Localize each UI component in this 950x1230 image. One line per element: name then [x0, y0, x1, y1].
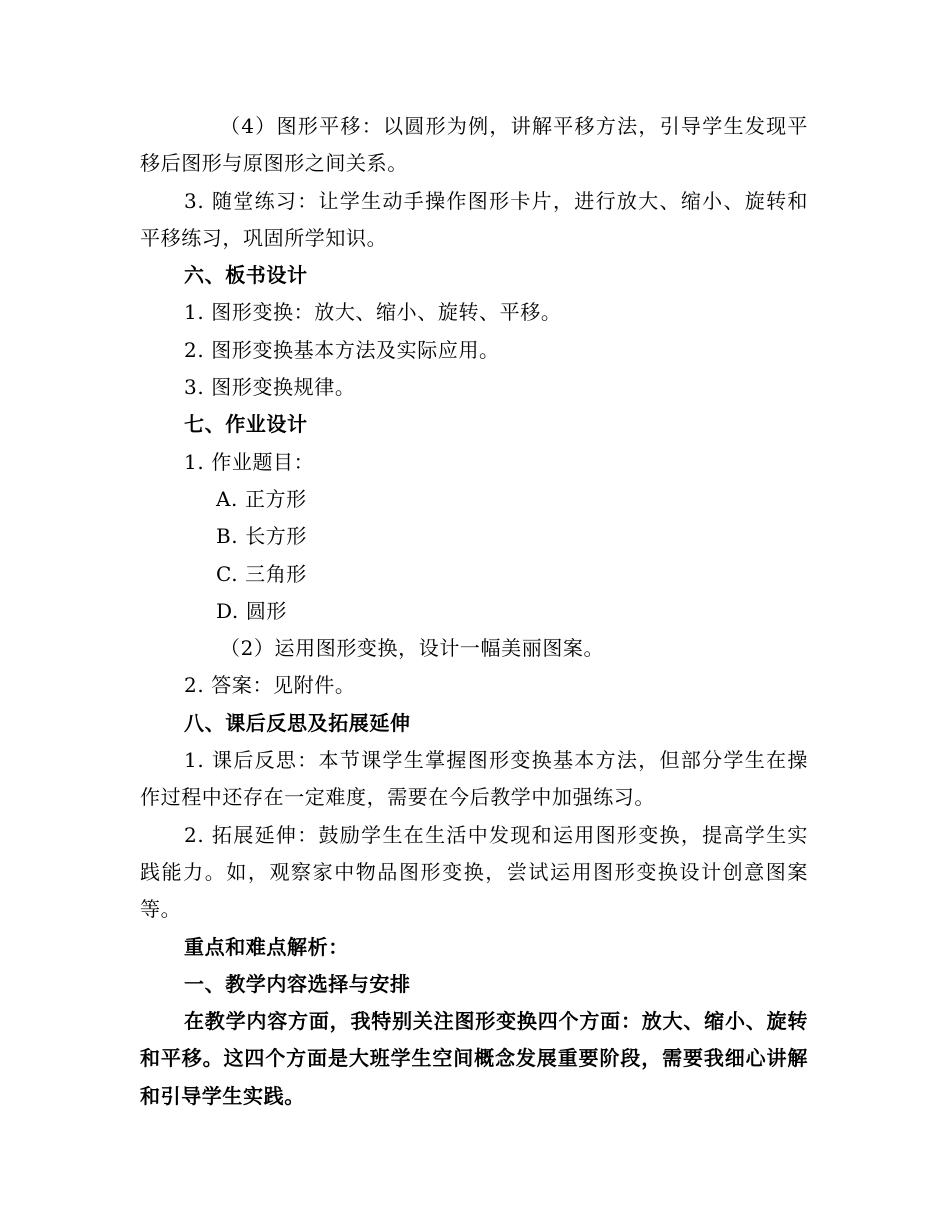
- section7-option-b: B. 长方形: [216, 524, 308, 549]
- section6-item-3: 3. 图形变换规律。: [184, 375, 356, 400]
- section6-heading: 六、板书设计: [184, 263, 308, 288]
- analysis-subheading: 一、教学内容选择与安排: [184, 971, 411, 996]
- section7-item1-2: （2）运用图形变换，设计一幅美丽图案。: [220, 636, 605, 661]
- section7-item1: 1. 作业题目：: [184, 449, 315, 474]
- section8-heading: 八、课后反思及拓展延伸: [184, 710, 411, 735]
- analysis-heading: 重点和难点解析：: [184, 934, 349, 959]
- document-body: [140, 108, 808, 1115]
- section7-option-c: C. 三角形: [216, 561, 307, 586]
- section7-option-d: D. 圆形: [216, 598, 288, 623]
- section8-item2: 2. 拓展延伸：鼓励学生在生活中发现和运用图形变换，提高学生实践能力。如，观察家中物品图形变换，尝试运用图形变换设计创意图案等。: [140, 822, 808, 922]
- section7-item2: 2. 答案：见附件。: [184, 673, 356, 698]
- section5-item4: （4）图形平移：以圆形为例，讲解平移方法，引导学生发现平移后图形与原图形之间关系。: [140, 114, 808, 176]
- section6-item-1: 1. 图形变换：放大、缩小、旋转、平移。: [184, 300, 562, 325]
- section7-option-a: A. 正方形: [216, 486, 307, 511]
- analysis-paragraph: 在教学内容方面，我特别关注图形变换四个方面：放大、缩小、旋转和平移。这四个方面是大班学生空间概念发展重要阶段，需要我细心讲解和引导学生实践。: [140, 1009, 808, 1108]
- section5-item3: 3. 随堂练习：让学生动手操作图形卡片，进行放大、缩小、旋转和平移练习，巩固所学知识。: [140, 188, 808, 250]
- section6-item-2: 2. 图形变换基本方法及实际应用。: [184, 337, 500, 362]
- section8-item1: 1. 课后反思：本节课学生掌握图形变换基本方法，但部分学生在操作过程中还存在一定难度，需要在今后教学中加强练习。: [140, 748, 808, 810]
- section7-heading: 七、作业设计: [184, 412, 308, 437]
